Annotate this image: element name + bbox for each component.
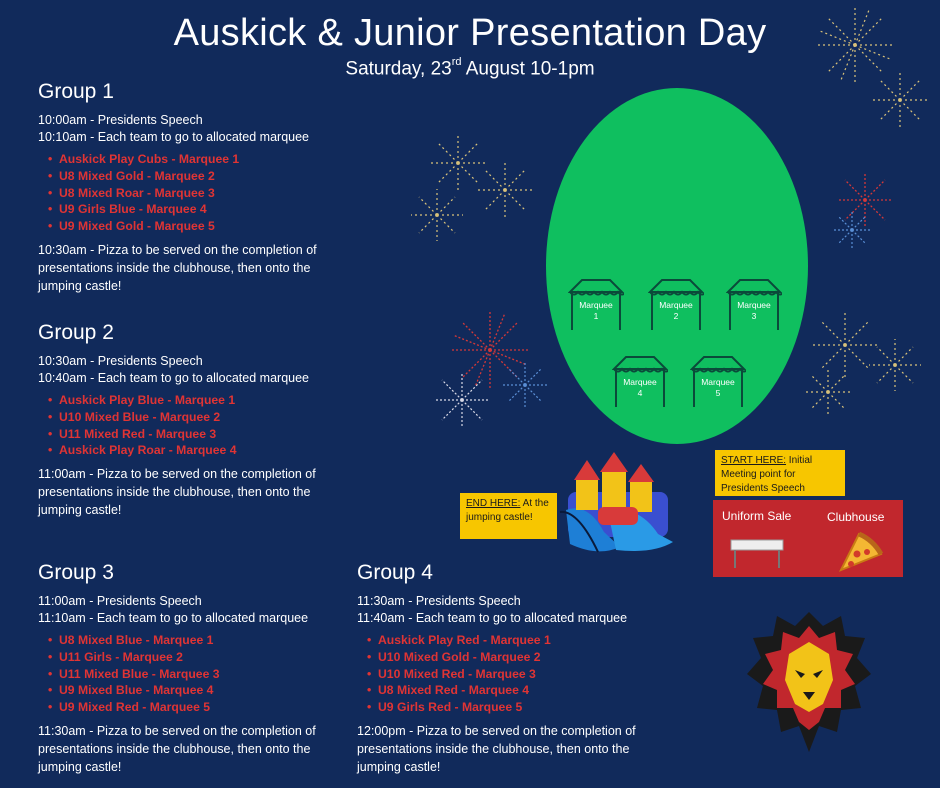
- firework-icon: [411, 189, 463, 241]
- marquee-4: [612, 355, 668, 409]
- end-here-note: END HERE: At the jumping castle!: [460, 493, 557, 539]
- page-subtitle: Saturday, 23rd August 10-1pm: [345, 56, 595, 80]
- team-item: • U8 Mixed Roar - Marquee 3: [48, 185, 348, 202]
- team-item: • Auskick Play Red - Marquee 1: [367, 632, 667, 649]
- team-item: • Auskick Play Roar - Marquee 4: [48, 442, 348, 459]
- team-item: • U9 Mixed Blue - Marquee 4: [48, 682, 348, 699]
- speech-time: 11:00am - Presidents Speech: [38, 594, 202, 608]
- marquee-time: 10:40am - Each team to go to allocated marquee: [38, 370, 309, 385]
- marquee-time: 11:40am - Each team to go to allocated marquee: [357, 610, 628, 625]
- team-item: • U9 Girls Blue - Marquee 4: [48, 201, 348, 218]
- pizza-note: 11:00am - Pizza to be served on the completion of presentations inside the clubhouse, then onto the jumping castle!: [38, 467, 316, 518]
- team-item: • Auskick Play Blue - Marquee 1: [48, 392, 348, 409]
- uniform-sale-label: Uniform Sale: [722, 509, 792, 523]
- speech-time: 10:30am - Presidents Speech: [38, 354, 203, 368]
- team-item: • U10 Mixed Gold - Marquee 2: [367, 649, 667, 666]
- table-icon: [729, 536, 785, 570]
- firework-icon: [503, 363, 547, 407]
- group-heading: Group 2: [38, 321, 114, 344]
- marquee-5: [690, 355, 746, 409]
- firework-icon: [869, 339, 921, 391]
- marquee-label: Marquee 2: [659, 300, 693, 321]
- pizza-note: 11:30am - Pizza to be served on the completion of presentations inside the clubhouse, then onto the jumping castle!: [38, 723, 316, 774]
- page-title: Auskick & Junior Presentation Day: [173, 12, 767, 54]
- team-item: • U11 Mixed Blue - Marquee 3: [48, 666, 348, 683]
- marquee-label: Marquee 5: [701, 377, 735, 398]
- team-item: • Auskick Play Cubs - Marquee 1: [48, 151, 348, 168]
- firework-icon: [870, 70, 930, 130]
- firework-icon: [428, 133, 488, 193]
- clubhouse-label: Clubhouse: [827, 510, 885, 524]
- pizza-icon: [835, 530, 883, 574]
- marquee-1: [568, 278, 624, 332]
- marquee-3: [726, 278, 782, 332]
- speech-time: 11:30am - Presidents Speech: [357, 594, 521, 608]
- group-heading: Group 4: [357, 561, 433, 584]
- clubhouse-box: [713, 500, 903, 577]
- firework-icon: [817, 7, 893, 83]
- firework-icon: [434, 372, 490, 428]
- team-item: • U9 Mixed Red - Marquee 5: [48, 699, 348, 716]
- team-item: • U8 Mixed Gold - Marquee 2: [48, 168, 348, 185]
- firework-icon: [806, 370, 850, 414]
- firework-icon: [832, 210, 872, 250]
- team-item: • U9 Girls Red - Marquee 5: [367, 699, 667, 716]
- speech-time: 10:00am - Presidents Speech: [38, 113, 203, 127]
- oval-field: [546, 88, 808, 444]
- firework-icon: [477, 162, 533, 218]
- team-item: • U9 Mixed Gold - Marquee 5: [48, 218, 348, 235]
- marquee-time: 10:10am - Each team to go to allocated marquee: [38, 129, 309, 144]
- firework-icon: [813, 313, 877, 377]
- start-here-note: START HERE: Initial Meeting point for Presidents Speech: [715, 450, 845, 496]
- pizza-note: 10:30am - Pizza to be served on the completion of presentations inside the clubhouse, then onto the jumping castle!: [38, 242, 317, 293]
- team-item: • U10 Mixed Red - Marquee 3: [367, 666, 667, 683]
- group-heading: Group 3: [38, 561, 114, 584]
- jumping-castle-icon: [558, 452, 680, 558]
- marquee-label: Marquee 3: [737, 300, 771, 321]
- pizza-note: 12:00pm - Pizza to be served on the completion of presentations inside the clubhouse, then onto the jumping castle!: [357, 723, 636, 774]
- team-item: • U11 Mixed Red - Marquee 3: [48, 426, 348, 443]
- team-item: • U10 Mixed Blue - Marquee 2: [48, 409, 348, 426]
- firework-icon: [837, 172, 893, 228]
- marquee-label: Marquee 1: [579, 300, 613, 321]
- group-heading: Group 1: [38, 80, 114, 103]
- marquee-label: Marquee 4: [623, 377, 657, 398]
- marquee-time: 11:10am - Each team to go to allocated marquee: [38, 610, 309, 625]
- lion-logo-icon: [745, 608, 873, 756]
- team-item: • U11 Girls - Marquee 2: [48, 649, 348, 666]
- marquee-2: [648, 278, 704, 332]
- team-item: • U8 Mixed Blue - Marquee 1: [48, 632, 348, 649]
- team-item: • U8 Mixed Red - Marquee 4: [367, 682, 667, 699]
